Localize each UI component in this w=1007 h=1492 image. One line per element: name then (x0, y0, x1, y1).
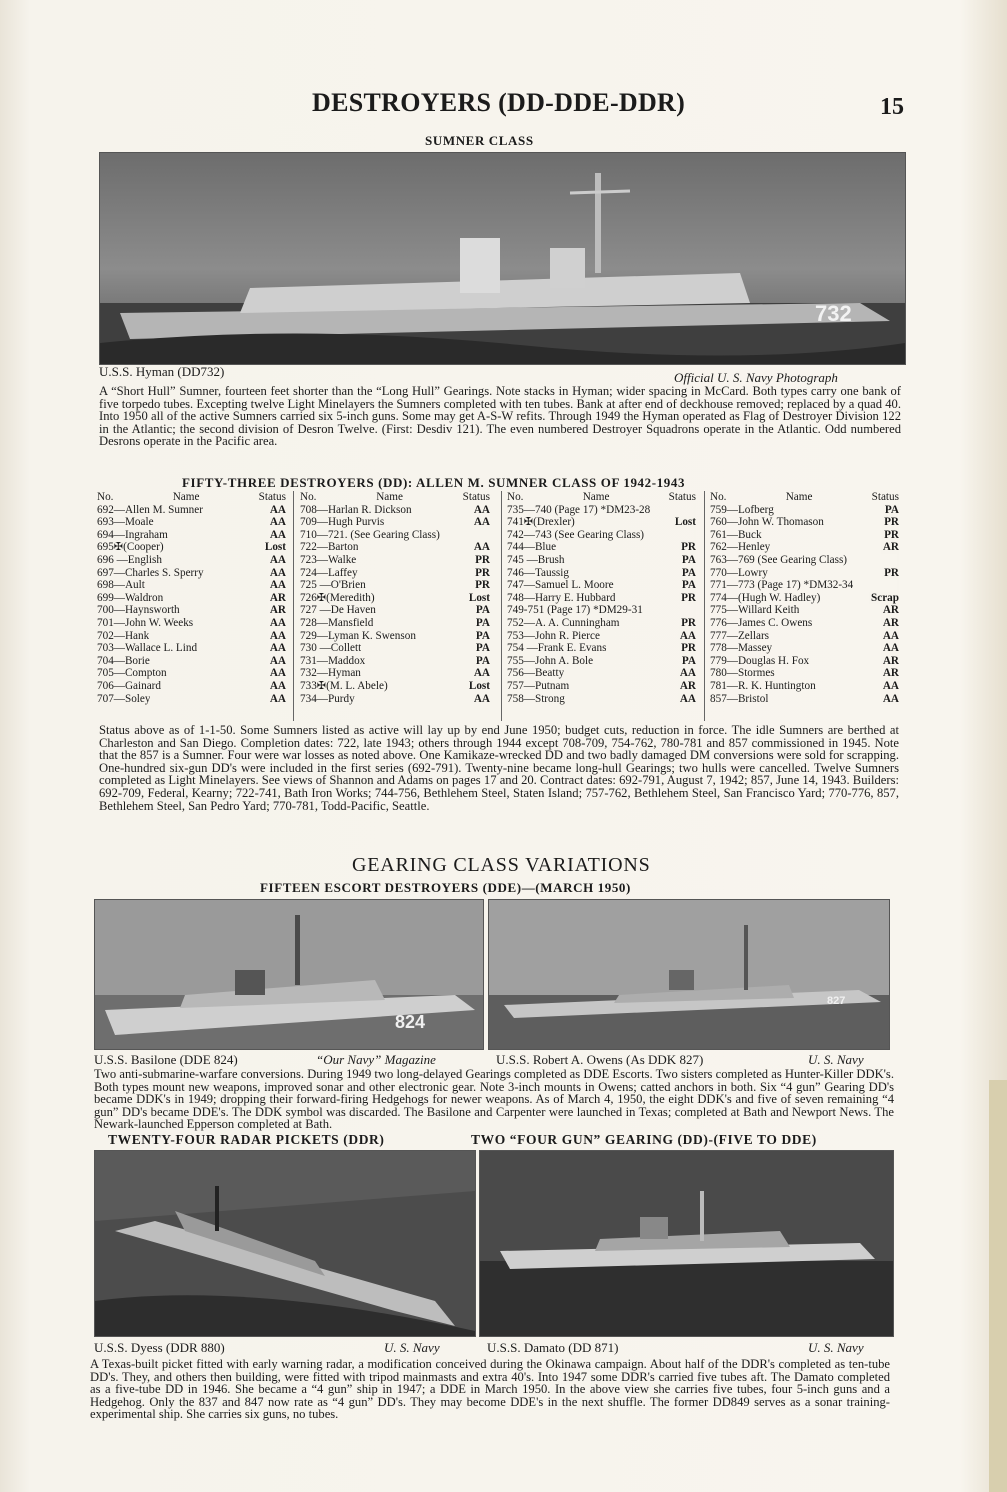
ship-row (97, 529, 286, 542)
ship-row (300, 529, 490, 542)
ship-column-1 (97, 491, 286, 705)
ship-row (97, 504, 286, 517)
gearing-heading: GEARING CLASS VARIATIONS (352, 854, 651, 876)
ship-row (507, 680, 696, 693)
ship-name: 752—A. A. Cunningham (507, 616, 620, 629)
ship-row (300, 541, 490, 554)
ship-status: PR (475, 566, 490, 579)
ship-row (97, 579, 286, 592)
ship-status: AA (679, 667, 696, 680)
ship-name: 774—(Hugh W. Hadley) (710, 591, 821, 604)
basilone-hull-number: 824 (395, 1012, 426, 1032)
ship-status: AA (269, 654, 286, 667)
ship-row (97, 567, 286, 580)
ship-name: 726✠(Meredith) (300, 591, 375, 604)
ship-name: 729—Lyman K. Swenson (300, 629, 416, 642)
ship-status: AA (269, 679, 286, 692)
ship-name: 735—740 (Page 17) *DM23-28 (507, 503, 651, 516)
column-header: No. Name Status (97, 491, 286, 503)
status-paragraph: Status above as of 1-1-50. Some Sumners listed as active will lay up by end June 1950; budget cuts, reduction in force. The idle Sumners are berthed at Charleston and San Diego. Completion dates: 722, late 1943; others through 1944 except 708-709, 754-762, 780-781 and 857 commissioned in 1945. Note that the 857 is a Sumner. Four were war losses as noted above. One Kamikaze-wrecked DD and two badly damaged DM conversions were sold for scrapping. One-hundred six-gun DD's were included in the first series (692-791). Twenty-nine became long-hull Gearings; two hulls were cancelled. Twelve Sumners completed as Light Minelayers. See views of Shannon and Adams on pages 17 and 20. Contract dates: 692-791, August 7, 1942; 857, June 14, 1943. Builders: 692-709, Federal, Kearny; 722-741, Bath Iron Works; 744-756, Bethlehem Steel, Staten Island; 757-762, Bethlehem Steel, San Francisco Yard; 770-776, 857, Bethlehem Steel, San Pedro Yard; 770-781, Todd-Pacific, Seattle. (99, 723, 899, 813)
ship-name: 734—Purdy (300, 692, 355, 705)
ship-name: 708—Harlan R. Dickson (300, 503, 412, 516)
damato-caption: U.S.S. Damato (DD 871) (487, 1340, 619, 1355)
ship-name: 763—769 (See Gearing Class) (710, 553, 848, 566)
ship-row (507, 592, 696, 605)
ship-name: 742—743 (See Gearing Class) (507, 528, 645, 541)
ship-status: Lost (468, 591, 490, 604)
ship-status: AR (882, 604, 899, 617)
ship-status: AR (882, 667, 899, 680)
ship-row (97, 642, 286, 655)
ship-name: 699—Waldron (97, 591, 164, 604)
hyman-photo (99, 152, 906, 365)
ship-name: 755—John A. Bole (507, 654, 594, 667)
ship-status: AR (882, 541, 899, 554)
ship-name: 749-751 (Page 17) *DM29-31 (507, 604, 643, 617)
ship-row (710, 693, 899, 706)
ship-name: 753—John R. Pierce (507, 629, 600, 642)
ship-status: PA (681, 566, 696, 579)
ship-row (300, 516, 490, 529)
ship-name: 780—Stormes (710, 667, 775, 680)
column-header: No. Name Status (710, 491, 899, 503)
ship-row (97, 516, 286, 529)
ship-row (507, 655, 696, 668)
ship-status (694, 529, 696, 542)
ship-status: AA (269, 566, 286, 579)
ship-name: 781—R. K. Huntington (710, 679, 816, 692)
ship-status: AA (269, 553, 286, 566)
ship-row (300, 604, 490, 617)
ship-status: AA (473, 516, 490, 529)
ship-row (507, 567, 696, 580)
ship-status: AA (269, 667, 286, 680)
ship-row (97, 554, 286, 567)
ship-name: 694—Ingraham (97, 528, 168, 541)
hyman-caption: U.S.S. Hyman (DD732) (99, 364, 225, 379)
radar-heading: TWENTY-FOUR RADAR PICKETS (DDR) (108, 1132, 385, 1147)
ship-column-2 (300, 491, 490, 705)
ship-row (710, 579, 899, 592)
ship-status (897, 579, 899, 592)
ship-name: 761—Buck (710, 528, 762, 541)
ship-name: 748—Harry E. Hubbard (507, 591, 616, 604)
page-title: DESTROYERS (DD-DDE-DDR) (312, 88, 686, 117)
ship-row (710, 592, 899, 605)
four-gun-heading: TWO “FOUR GUN” GEARING (DD)-(FIVE TO DDE) (471, 1132, 817, 1147)
column-divider (293, 491, 294, 721)
hyman-paragraph: A “Short Hull” Sumner, fourteen feet shorter than the “Long Hull” Gearings. Note stacks in Hyman; wider spacing in McCard. Both types carry one bank of five torpedo tubes. Excepting twelve Light Minelayers the Sumners completed with ten tubes. Bank at after end of deckhouse removed; replaced by a quad 40. Into 1950 all of the active Sumners carried six 5-inch guns. Some may get A-S-W refits. Through 1949 the Hyman operated as Flag of Destroyer Division 122 in the Atlantic; the second division of Desron Twelve. (First: Desdiv 121). The even numbered Destroyer Squadrons operate in the Atlantic. Odd numbered Desrons operate in the Pacific area. (99, 384, 901, 449)
ship-name: 760—John W. Thomason (710, 516, 824, 529)
ship-name: 710—721. (See Gearing Class) (300, 528, 440, 541)
ship-row (507, 541, 696, 554)
ship-row (710, 567, 899, 580)
owens-photo (488, 899, 890, 1050)
ship-status: PR (884, 566, 899, 579)
ship-name: 779—Douglas H. Fox (710, 654, 810, 667)
radar-paragraph: A Texas-built picket fitted with early warning radar, a modification conceived during the Okinawa campaign. About half of the DDR's completed as ten-tube DD's. They, and others then building, were fitted with tripod mainmasts and extra 40's. Into 1947 some DDR's carried five tubes aft. The Damato completed as a five-tube DD in 1946. She became a “4 gun” ship in 1947; a DDE in March 1950. In the above view she carries five tubes, four 5-inch guns and a Hedgehog. Only the 837 and 847 now rate as “4 gun” DD's. They may become DDE's in the next shuffle. The former DD849 serves as a sonar training-experimental ship. She carries six guns, no tubes. (90, 1357, 890, 1422)
ship-name: 728—Mansfield (300, 616, 374, 629)
ship-status: AR (882, 654, 899, 667)
ship-status: PR (681, 591, 696, 604)
ship-status: AR (679, 679, 696, 692)
ship-row (710, 554, 899, 567)
ship-row (507, 630, 696, 643)
ship-status: AR (882, 616, 899, 629)
ship-status: AA (882, 679, 899, 692)
ship-status: AA (269, 579, 286, 592)
ship-status: AR (269, 604, 286, 617)
ship-status: PR (681, 616, 696, 629)
ship-row (710, 529, 899, 542)
ship-name: 705—Compton (97, 667, 167, 680)
owens-caption: U.S.S. Robert A. Owens (As DDK 827) (496, 1052, 704, 1067)
ship-row (300, 693, 490, 706)
dyess-photo (94, 1150, 476, 1337)
ship-row (97, 630, 286, 643)
column-divider (501, 491, 502, 721)
ship-row (300, 667, 490, 680)
ship-name: 707—Soley (97, 692, 151, 705)
gearing-subheading: FIFTEEN ESCORT DESTROYERS (DDE)—(MARCH 1950) (260, 880, 631, 895)
ship-name: 724—Laffey (300, 566, 358, 579)
ship-row (97, 655, 286, 668)
ship-status: PA (681, 654, 696, 667)
ship-name: 745 —Brush (507, 553, 565, 566)
ship-status: AA (269, 616, 286, 629)
ship-name: 775—Willard Keith (710, 604, 800, 617)
ship-row (300, 504, 490, 517)
ship-row (710, 655, 899, 668)
ship-row (300, 579, 490, 592)
ship-name: 757—Putnam (507, 679, 570, 692)
ship-row (97, 604, 286, 617)
ship-name: 731—Maddox (300, 654, 366, 667)
ship-row (710, 680, 899, 693)
ship-row (300, 655, 490, 668)
ship-row (97, 592, 286, 605)
ship-status: AA (269, 629, 286, 642)
ship-status: Lost (264, 541, 286, 554)
ship-name: 747—Samuel L. Moore (507, 579, 614, 592)
class-heading: SUMNER CLASS (425, 133, 534, 148)
ship-row (710, 667, 899, 680)
ship-status: AA (679, 692, 696, 705)
basilone-credit: “Our Navy” Magazine (316, 1052, 436, 1067)
ship-row (97, 680, 286, 693)
ship-status: PR (884, 516, 899, 529)
ship-status: PA (475, 604, 490, 617)
hyman-hull-number: 732 (815, 301, 852, 326)
ship-name: 758—Strong (507, 692, 565, 705)
ship-row (507, 516, 696, 529)
ship-name: 857—Bristol (710, 692, 769, 705)
hyman-credit: Official U. S. Navy Photograph (674, 370, 838, 385)
ship-row (97, 541, 286, 554)
ship-row (300, 592, 490, 605)
ship-row (710, 642, 899, 655)
ship-row (507, 693, 696, 706)
ship-row (710, 604, 899, 617)
page-edge (989, 1080, 1007, 1492)
ship-name: 695✠(Cooper) (97, 541, 164, 554)
ship-status: PA (884, 503, 899, 516)
ship-status (694, 604, 696, 617)
ship-name: 703—Wallace L. Lind (97, 642, 198, 655)
ship-status: Lost (468, 679, 490, 692)
ship-name: 730 —Collett (300, 642, 362, 655)
ship-status: AA (882, 629, 899, 642)
ship-row (97, 667, 286, 680)
ship-name: 741✠(Drexler) (507, 516, 575, 529)
ship-row (300, 642, 490, 655)
ship-status: AA (473, 667, 490, 680)
ship-status: PA (475, 629, 490, 642)
ship-status: AA (473, 692, 490, 705)
ship-status (694, 504, 696, 517)
ship-name: 722—Barton (300, 541, 359, 554)
dyess-caption: U.S.S. Dyess (DDR 880) (94, 1340, 225, 1355)
ship-row (710, 541, 899, 554)
ship-status: PA (681, 579, 696, 592)
ship-row (710, 504, 899, 517)
ship-status: PR (475, 579, 490, 592)
ship-name: 704—Borie (97, 654, 150, 667)
ship-status: PR (884, 528, 899, 541)
ship-name: 770—Lowry (710, 566, 768, 579)
table-heading: FIFTY-THREE DESTROYERS (DD): ALLEN M. SUMNER CLASS OF 1942-1943 (182, 475, 686, 490)
ship-status: AR (269, 591, 286, 604)
ship-row (300, 567, 490, 580)
ship-row (507, 642, 696, 655)
ship-name: 723—Walke (300, 553, 357, 566)
ship-row (507, 667, 696, 680)
ship-status: PA (475, 642, 490, 655)
ship-status: PA (475, 654, 490, 667)
ship-row (507, 617, 696, 630)
damato-photo (479, 1150, 894, 1337)
ship-status (488, 529, 490, 542)
ship-status (897, 554, 899, 567)
ship-row (710, 630, 899, 643)
ship-column-3 (507, 491, 696, 705)
column-divider (704, 491, 705, 721)
ship-status: Scrap (871, 591, 899, 604)
ship-name: 759—Lofberg (710, 503, 774, 516)
ship-name: 701—John W. Weeks (97, 616, 194, 629)
ship-status: PR (681, 642, 696, 655)
ship-row (710, 617, 899, 630)
ship-row (300, 617, 490, 630)
ship-status: PA (475, 616, 490, 629)
ship-name: 693—Moale (97, 516, 154, 529)
ship-name: 733✠(M. L. Abele) (300, 679, 388, 692)
ship-name: 727 —De Haven (300, 604, 376, 617)
ship-status: AA (473, 541, 490, 554)
ship-name: 778—Massey (710, 642, 773, 655)
ship-name: 732—Hyman (300, 667, 361, 680)
owens-hull-number: 827 (827, 995, 846, 1007)
ship-row (300, 554, 490, 567)
ship-row (97, 693, 286, 706)
ship-row (710, 516, 899, 529)
ship-name: 696 —English (97, 553, 162, 566)
ship-name: 698—Ault (97, 579, 145, 592)
page-number: 15 (880, 94, 904, 120)
basilone-photo (94, 899, 484, 1050)
ship-status: AA (269, 503, 286, 516)
ship-name: 725 —O'Brien (300, 579, 366, 592)
ship-name: 777—Zellars (710, 629, 770, 642)
ship-row (97, 617, 286, 630)
ship-row (507, 579, 696, 592)
column-header: No. Name Status (507, 491, 696, 503)
ship-row (507, 554, 696, 567)
damato-credit: U. S. Navy (808, 1340, 864, 1355)
ship-name: 744—Blue (507, 541, 557, 554)
ship-status: AA (269, 516, 286, 529)
ship-status: AA (882, 642, 899, 655)
ship-name: 702—Hank (97, 629, 150, 642)
ship-name: 776—James C. Owens (710, 616, 813, 629)
ship-name: 771—773 (Page 17) *DM32-34 (710, 579, 854, 592)
ship-status: AA (882, 692, 899, 705)
column-header: No. Name Status (300, 491, 490, 503)
ship-status: AA (473, 503, 490, 516)
ship-row (507, 604, 696, 617)
ship-status: AA (679, 629, 696, 642)
ship-row (507, 529, 696, 542)
ship-status: Lost (674, 516, 696, 529)
ship-name: 756—Beatty (507, 667, 565, 680)
owens-credit: U. S. Navy (808, 1052, 864, 1067)
ship-status: AA (269, 528, 286, 541)
ship-name: 762—Henley (710, 541, 771, 554)
dyess-credit: U. S. Navy (384, 1340, 440, 1355)
ship-name: 709—Hugh Purvis (300, 516, 385, 529)
ship-status: PR (475, 553, 490, 566)
ship-name: 697—Charles S. Sperry (97, 566, 204, 579)
ship-name: 700—Haynsworth (97, 604, 180, 617)
basilone-caption: U.S.S. Basilone (DDE 824) (94, 1052, 238, 1067)
ship-name: 754 —Frank E. Evans (507, 642, 607, 655)
ship-status: PA (681, 553, 696, 566)
ship-status: AA (269, 692, 286, 705)
ship-status: AA (269, 642, 286, 655)
gearing-paragraph: Two anti-submarine-warfare conversions. During 1949 two long-delayed Gearings completed as DDE Escorts. Two sisters completed as Hunter-Killer DDK's. Both types mount new weapons, improved sonar and other electronic gear. Note 3-inch mounts in Owens; catted anchors in both. Six “4 gun” Gearing DD's became DDK's in 1949; dropping their forward-firing Hedgehogs for newer weapons. As of March 4, 1950, the eight DDK's and five of seven remaining “4 gun” DD's became DDE's. The DDK symbol was discarded. The Basilone and Carpenter were launched in Texas; completed at Bath and Newport News. The Newark-launched Epperson completed at Bath. (94, 1067, 894, 1132)
ship-name: 746—Taussig (507, 566, 569, 579)
ship-row (507, 504, 696, 517)
ship-row (300, 630, 490, 643)
ship-name: 692—Allen M. Sumner (97, 503, 203, 516)
ship-status: PR (681, 541, 696, 554)
ship-column-4 (710, 491, 899, 705)
ship-row (300, 680, 490, 693)
ship-name: 706—Gainard (97, 679, 162, 692)
